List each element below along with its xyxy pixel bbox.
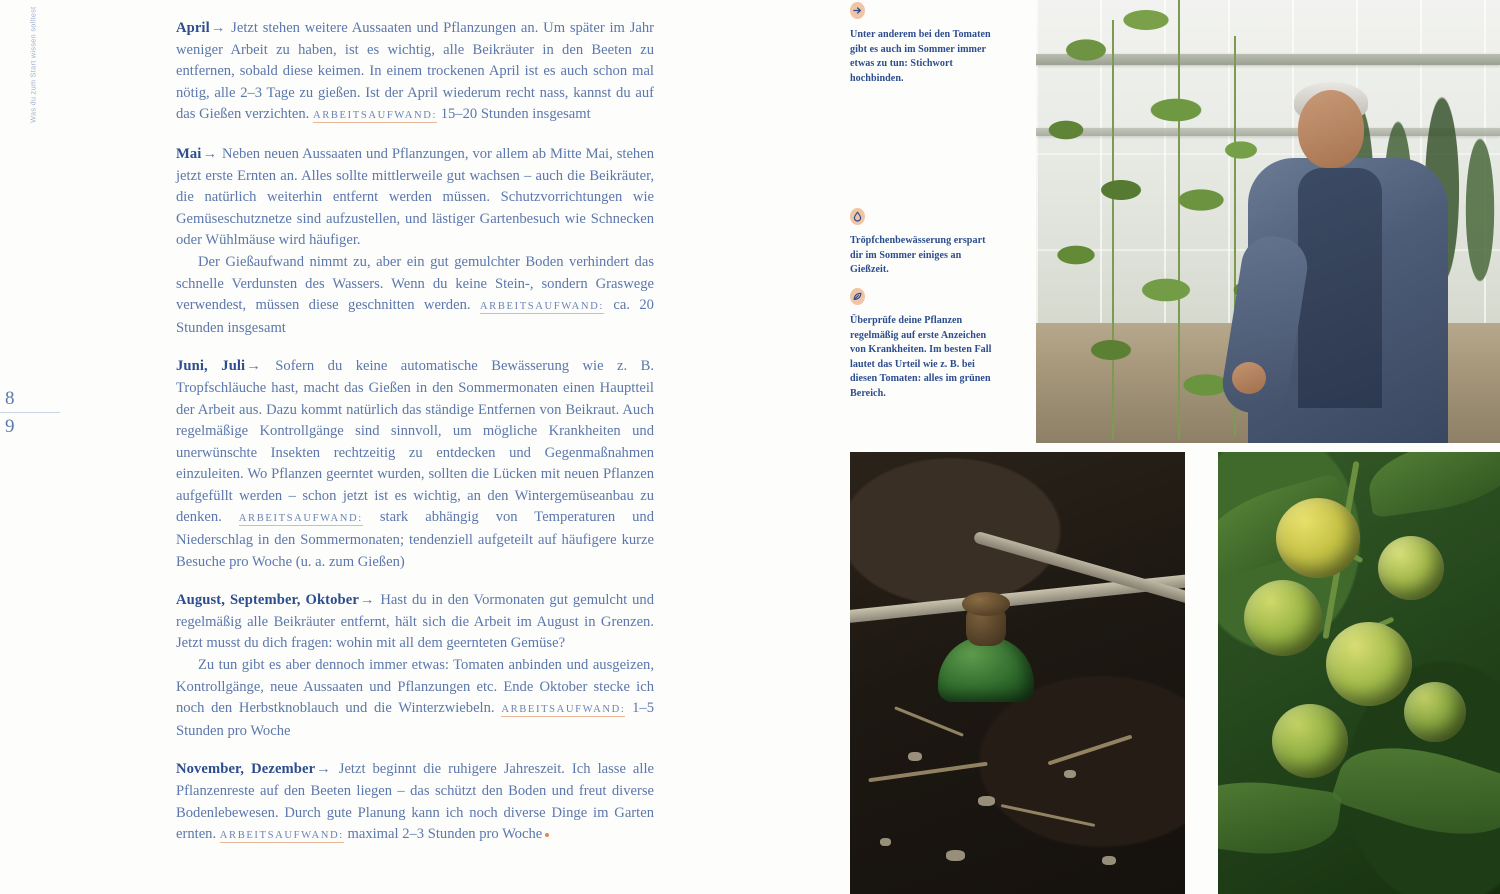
month-heading-mai: Mai bbox=[176, 145, 202, 162]
arrow-glyph: → bbox=[246, 358, 261, 375]
running-head: Was du zum Start wissen solltest bbox=[28, 6, 38, 123]
paragraph-august-oktober bbox=[176, 590, 654, 655]
caption-text: Überprüfe deine Pflanzen regelmäßig auf erste Anzeichen von Krankheiten. Im besten Fall lautet das Urteil wie z. B. bei diesen Tomaten: alles im grünen Bereich. bbox=[850, 315, 992, 399]
soil-fleck bbox=[880, 838, 891, 846]
tomato-fruit bbox=[1272, 704, 1348, 778]
month-heading-juni-juli: Juni, Juli bbox=[176, 358, 246, 375]
arrow-glyph: → bbox=[316, 761, 331, 778]
paragraph-april bbox=[176, 18, 654, 127]
paragraph-body-secondary: Der Gießaufwand nimmt zu, aber ein gut gemulchter Boden verhindert das schnelle Verdunsten des Wassers. Wenn du keine Stein-, sondern Graswege verwendest, müssen diese geschnitten werden. bbox=[176, 253, 654, 314]
paragraph-august-oktober-continued bbox=[176, 655, 654, 742]
month-heading-november-dezember: November, Dezember bbox=[176, 761, 316, 778]
paragraph-body-secondary: Zu tun gibt es aber dennoch immer etwas: Tomaten anbinden und ausgeizen, Kontrollgänge, neue Aussaaten und Pflanzungen etc. Ende Oktober stecke ich noch den Herbstknoblauch und die Winterzwiebeln. bbox=[176, 657, 654, 717]
tomato-fruit bbox=[1276, 498, 1360, 578]
caption-text: Tröpfchenbewässerung erspart dir im Sommer einiges an Gießzeit. bbox=[850, 235, 986, 276]
caption-block-1 bbox=[850, 2, 995, 86]
effort-label: ARBEITSAUFWAND: bbox=[219, 830, 344, 842]
effort-value: 15–20 Stunden insgesamt bbox=[440, 106, 591, 123]
paragraph-body: Jetzt stehen weitere Aussaaten und Pflanzungen an. Um später im Jahr weniger Arbeit zu haben, ist es wichtig, alle Beikräuter in den Beeten zu entfernen, sobald diese keimen. In einem trockenen April ist es auch schon mal nötig, alle 2–3 Tage zu gießen. Ist der April wiederum recht nass, kannst du auf das Gießen verzichten. bbox=[176, 20, 655, 123]
caption-block-2 bbox=[850, 208, 995, 278]
month-heading-april: April bbox=[176, 20, 210, 36]
water-drop-badge-icon bbox=[850, 208, 865, 225]
soil-fleck bbox=[1102, 856, 1116, 865]
arrow-right-badge-icon bbox=[850, 2, 865, 19]
person-head bbox=[1298, 90, 1364, 168]
folio-block bbox=[0, 386, 66, 439]
soil-fleck bbox=[908, 752, 922, 761]
end-of-text-dot bbox=[545, 833, 549, 837]
paragraph-body: Jetzt beginnt die ruhigere Jahreszeit. Ich lasse alle Pflanzenreste auf den Beeten liegen – das schützt den Boden und freut diverse Bodenlebewesen. Durch gute Planung kann ich noch diverse Dinge im Garten ernten. bbox=[176, 761, 654, 843]
effort-label: ARBEITSAUFWAND: bbox=[312, 110, 438, 122]
arrow-glyph: → bbox=[359, 592, 375, 609]
soil-fleck bbox=[978, 796, 995, 806]
person-shirt bbox=[1298, 168, 1382, 408]
tomato-fruit bbox=[1404, 682, 1466, 742]
main-text-column bbox=[176, 18, 654, 864]
folio-left-number: 8 bbox=[5, 388, 15, 409]
effort-label: ARBEITSAUFWAND: bbox=[479, 301, 604, 313]
paragraph-juni-juli bbox=[176, 356, 654, 573]
green-tomatoes-photo bbox=[1218, 452, 1500, 894]
paragraph-mai-continued bbox=[176, 252, 654, 339]
soil-fleck bbox=[946, 850, 965, 861]
paragraph-body: Sofern du keine automatische Bewässerung wie z. B. Tropfschläuche hast, macht das Gießen in den Sommermonaten einen Hauptteil der Arbeit aus. Dazu kommt natürlich das ständige Entfernen von Beikraut. Auch regelmäßige Kontrollgänge sind sinnvoll, um mögliche Krankheiten und unerwünschte Insekten rechtzeitig zu entdecken und Gegenmaßnahmen einzuleiten. Wo Pflanzen geerntet wurden, sollten die Lücken mit neuen Pflanzen aufgefüllt werden – schon jetzt ist es wichtig, an den Wintergemüseanbau zu denken. bbox=[176, 358, 654, 526]
effort-value: ca. 20 Stunden insgesamt bbox=[176, 297, 654, 336]
month-heading-august-oktober: August, September, Oktober bbox=[176, 592, 359, 609]
drip-irrigation-photo bbox=[850, 452, 1185, 894]
caption-text: Unter anderem bei den Tomaten gibt es auch im Sommer immer etwas zu tun: Stichwort hochbinden. bbox=[850, 29, 991, 84]
paragraph-november-dezember bbox=[176, 759, 654, 846]
arrow-glyph: → bbox=[210, 20, 226, 36]
irrigation-hose bbox=[850, 540, 1185, 736]
tomato-fruit bbox=[1244, 580, 1322, 656]
person-hand bbox=[1232, 362, 1266, 394]
irrigation-emitter-cap bbox=[962, 592, 1010, 616]
paragraph-body: Neben neuen Aussaaten und Pflanzungen, vor allem ab Mitte Mai, stehen jetzt erste Ernten an. Alles sollte mittlerweile gut wachsen – auch die Beikräuter, die natürlich weiterhin entfernt werden müssen. Schutzvorrichtungen wie Gemüseschutznetze sind aufzustellen, und lästiger Gartenbesuch wie Schnecken oder Wühlmäuse wird häufiger. bbox=[176, 145, 655, 249]
effort-label: ARBEITSAUFWAND: bbox=[501, 704, 626, 716]
caption-block-3 bbox=[850, 288, 995, 402]
tomato-fruit bbox=[1378, 536, 1444, 600]
arrow-glyph: → bbox=[202, 145, 218, 162]
paragraph-mai bbox=[176, 144, 654, 252]
soil-fleck bbox=[1064, 770, 1076, 778]
folio-right-number: 9 bbox=[5, 416, 15, 437]
paragraph-body: Hast du in den Vormonaten gut gemulcht und regelmäßig alle Beikräuter entfernt, hält sich die Arbeit im August in Grenzen. Jetzt musst du dich fragen: wohin mit all dem geernteten Gemüse? bbox=[176, 592, 654, 652]
folio-divider bbox=[0, 412, 60, 413]
effort-value: 1–5 Stunden pro Woche bbox=[176, 700, 655, 739]
effort-value: maximal 2–3 Stunden pro Woche bbox=[347, 826, 543, 843]
tomato-fruit bbox=[1326, 622, 1412, 706]
greenhouse-grower-photo bbox=[1036, 0, 1500, 443]
leaf-badge-icon bbox=[850, 288, 865, 305]
effort-value: stark abhängig von Temperaturen und Niederschlag in den Sommermonaten; tendenziell aufgeteilt auf häufigere kurze Besuche pro Woche (u. a. zum Gießen) bbox=[176, 509, 655, 570]
effort-label: ARBEITSAUFWAND: bbox=[238, 513, 363, 525]
